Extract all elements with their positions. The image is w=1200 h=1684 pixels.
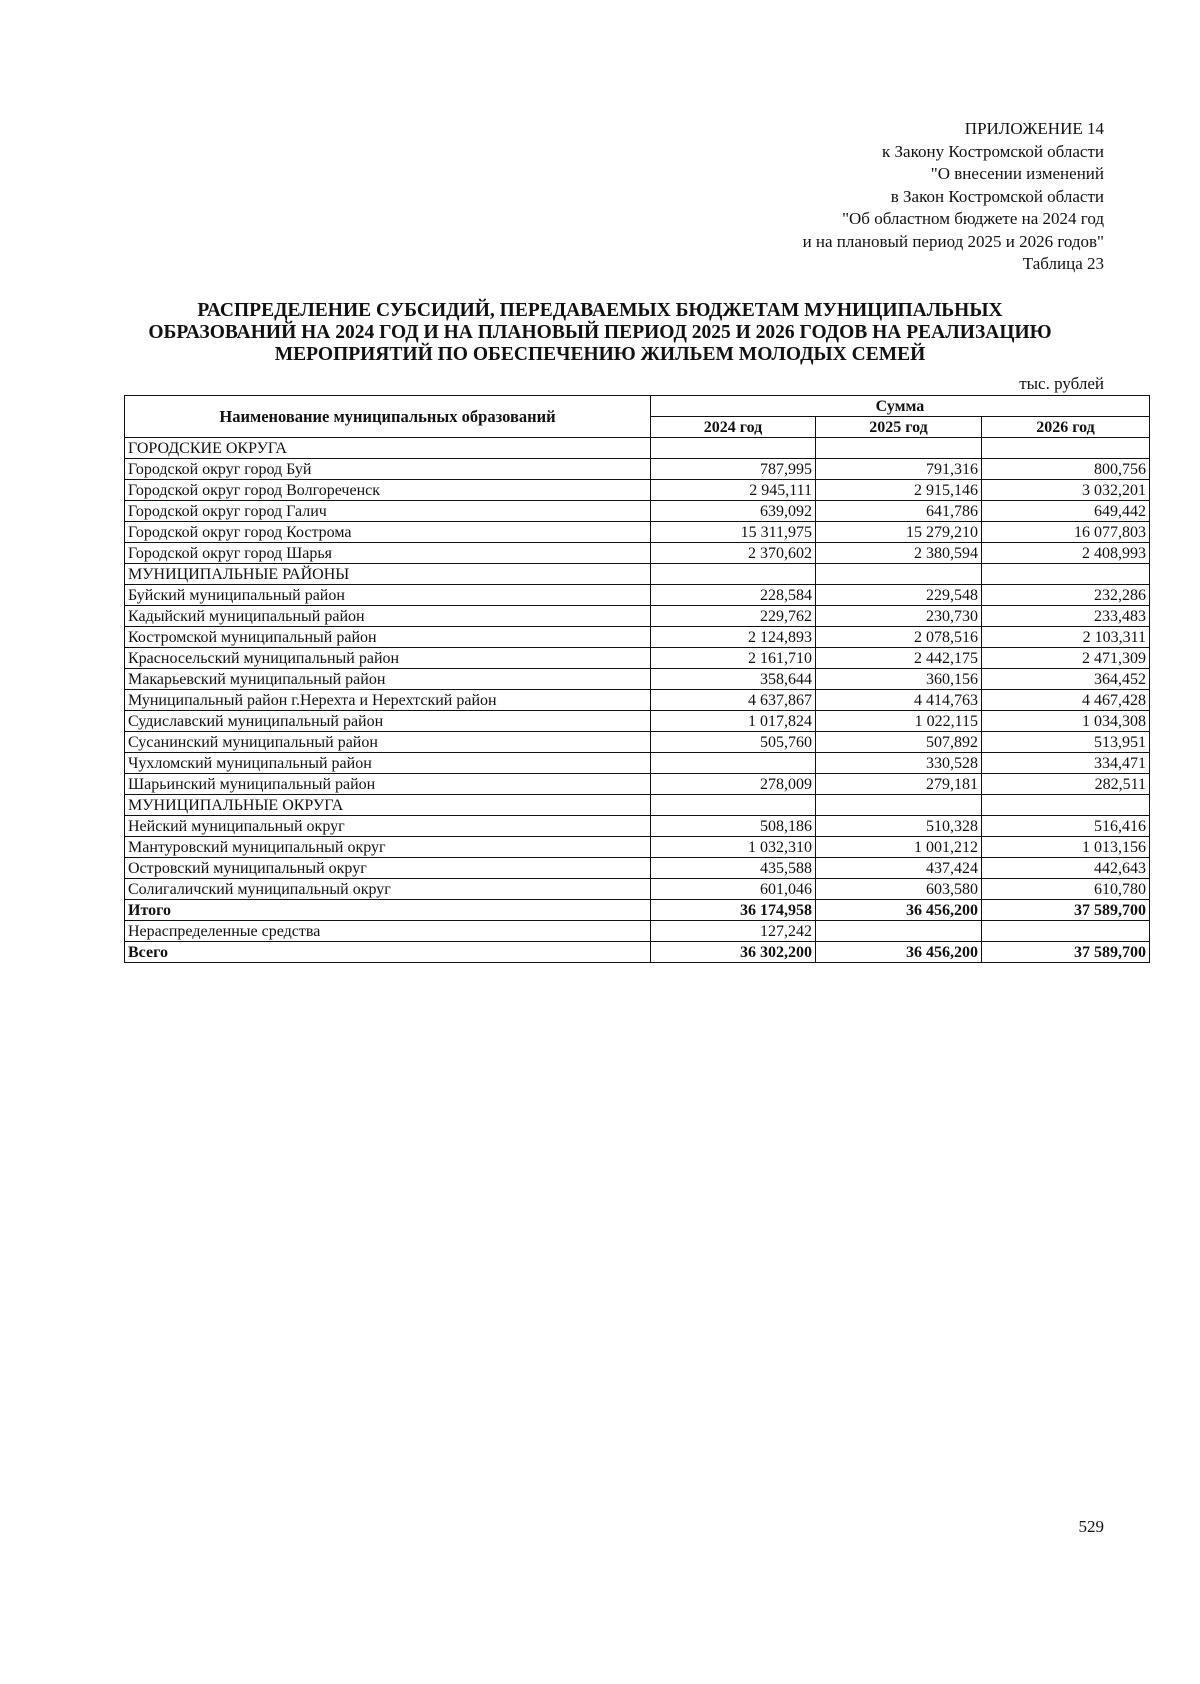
row-name: Итого bbox=[125, 900, 651, 921]
table-row bbox=[125, 858, 1150, 879]
table-row bbox=[125, 837, 1150, 858]
value-2024: 36 302,200 bbox=[651, 942, 816, 963]
value-2024 bbox=[651, 564, 816, 585]
value-2025 bbox=[816, 921, 982, 942]
value-2024: 358,644 bbox=[651, 669, 816, 690]
value-2026 bbox=[982, 564, 1150, 585]
appendix-line: в Закон Костромской области bbox=[890, 186, 1104, 206]
value-2026: 610,780 bbox=[982, 879, 1150, 900]
value-2025: 2 380,594 bbox=[816, 543, 982, 564]
table-row bbox=[125, 606, 1150, 627]
table-row bbox=[125, 732, 1150, 753]
value-2026 bbox=[982, 921, 1150, 942]
value-2024: 1 032,310 bbox=[651, 837, 816, 858]
row-name: ГОРОДСКИЕ ОКРУГА bbox=[125, 438, 651, 459]
value-2026: 516,416 bbox=[982, 816, 1150, 837]
header-year-2025: 2025 год bbox=[816, 417, 982, 438]
value-2026: 2 103,311 bbox=[982, 627, 1150, 648]
total-row bbox=[125, 942, 1150, 963]
section-row bbox=[125, 564, 1150, 585]
value-2026: 37 589,700 bbox=[982, 942, 1150, 963]
value-2026: 2 408,993 bbox=[982, 543, 1150, 564]
table-row bbox=[125, 501, 1150, 522]
value-2026: 16 077,803 bbox=[982, 522, 1150, 543]
value-2025: 791,316 bbox=[816, 459, 982, 480]
value-2026: 3 032,201 bbox=[982, 480, 1150, 501]
row-name: Городской округ город Волгореченск bbox=[125, 480, 651, 501]
value-2024: 127,242 bbox=[651, 921, 816, 942]
value-2024: 601,046 bbox=[651, 879, 816, 900]
value-2026: 233,483 bbox=[982, 606, 1150, 627]
appendix-header bbox=[604, 118, 1104, 276]
row-name: Чухломский муниципальный район bbox=[125, 753, 651, 774]
row-name: Солигаличский муниципальный округ bbox=[125, 879, 651, 900]
value-2026: 37 589,700 bbox=[982, 900, 1150, 921]
row-name: Островский муниципальный округ bbox=[125, 858, 651, 879]
row-name: Муниципальный район г.Нерехта и Нерехтский район bbox=[125, 690, 651, 711]
table-row bbox=[125, 774, 1150, 795]
value-2024 bbox=[651, 795, 816, 816]
value-2026: 334,471 bbox=[982, 753, 1150, 774]
row-name: Буйский муниципальный район bbox=[125, 585, 651, 606]
appendix-line: ПРИЛОЖЕНИЕ 14 bbox=[964, 119, 1104, 138]
value-2026: 442,643 bbox=[982, 858, 1150, 879]
value-2025: 641,786 bbox=[816, 501, 982, 522]
value-2025: 2 915,146 bbox=[816, 480, 982, 501]
row-name: Сусанинский муниципальный район bbox=[125, 732, 651, 753]
value-2025: 2 442,175 bbox=[816, 648, 982, 669]
appendix-line: к Закону Костромской области bbox=[882, 141, 1104, 161]
value-2025: 510,328 bbox=[816, 816, 982, 837]
row-name: Красносельский муниципальный район bbox=[125, 648, 651, 669]
value-2024: 435,588 bbox=[651, 858, 816, 879]
row-name: Нейский муниципальный округ bbox=[125, 816, 651, 837]
value-2026: 2 471,309 bbox=[982, 648, 1150, 669]
row-name: Нераспределенные средства bbox=[125, 921, 651, 942]
value-2025 bbox=[816, 795, 982, 816]
value-2025: 15 279,210 bbox=[816, 522, 982, 543]
value-2025: 330,528 bbox=[816, 753, 982, 774]
value-2024: 505,760 bbox=[651, 732, 816, 753]
value-2024: 2 161,710 bbox=[651, 648, 816, 669]
value-2026 bbox=[982, 438, 1150, 459]
section-row bbox=[125, 438, 1150, 459]
value-2025: 229,548 bbox=[816, 585, 982, 606]
value-2026: 282,511 bbox=[982, 774, 1150, 795]
value-2025: 2 078,516 bbox=[816, 627, 982, 648]
value-2024: 508,186 bbox=[651, 816, 816, 837]
value-2025: 1 001,212 bbox=[816, 837, 982, 858]
value-2026: 1 013,156 bbox=[982, 837, 1150, 858]
table-row bbox=[125, 921, 1150, 942]
table-row bbox=[125, 816, 1150, 837]
title-line: РАСПРЕДЕЛЕНИЕ СУБСИДИЙ, ПЕРЕДАВАЕМЫХ БЮДЖЕТАМ МУНИЦИПАЛЬНЫХ bbox=[197, 300, 1003, 321]
value-2024: 787,995 bbox=[651, 459, 816, 480]
table-number: Таблица 23 bbox=[1022, 254, 1104, 273]
value-2026: 649,442 bbox=[982, 501, 1150, 522]
value-2024: 4 637,867 bbox=[651, 690, 816, 711]
header-year-2024: 2024 год bbox=[651, 417, 816, 438]
value-2025 bbox=[816, 564, 982, 585]
value-2025: 360,156 bbox=[816, 669, 982, 690]
row-name: Костромской муниципальный район bbox=[125, 627, 651, 648]
value-2024 bbox=[651, 753, 816, 774]
row-name: МУНИЦИПАЛЬНЫЕ ОКРУГА bbox=[125, 795, 651, 816]
value-2025: 507,892 bbox=[816, 732, 982, 753]
value-2026: 232,286 bbox=[982, 585, 1150, 606]
value-2024: 15 311,975 bbox=[651, 522, 816, 543]
table-row bbox=[125, 669, 1150, 690]
row-name: Городской округ город Буй bbox=[125, 459, 651, 480]
value-2024: 36 174,958 bbox=[651, 900, 816, 921]
row-name: Кадыйский муниципальный район bbox=[125, 606, 651, 627]
table-row bbox=[125, 753, 1150, 774]
value-2025: 437,424 bbox=[816, 858, 982, 879]
table-row bbox=[125, 690, 1150, 711]
value-2024: 639,092 bbox=[651, 501, 816, 522]
value-2026: 1 034,308 bbox=[982, 711, 1150, 732]
table-row bbox=[125, 543, 1150, 564]
value-2024: 2 945,111 bbox=[651, 480, 816, 501]
table-row bbox=[125, 585, 1150, 606]
value-2025: 36 456,200 bbox=[816, 942, 982, 963]
table-row bbox=[125, 879, 1150, 900]
value-2024: 2 124,893 bbox=[651, 627, 816, 648]
table-row bbox=[125, 711, 1150, 732]
value-2024: 278,009 bbox=[651, 774, 816, 795]
table-row bbox=[125, 522, 1150, 543]
value-2026: 800,756 bbox=[982, 459, 1150, 480]
value-2024: 229,762 bbox=[651, 606, 816, 627]
value-2025: 1 022,115 bbox=[816, 711, 982, 732]
value-2024: 2 370,602 bbox=[651, 543, 816, 564]
header-sum: Сумма bbox=[651, 396, 1150, 417]
value-2024: 228,584 bbox=[651, 585, 816, 606]
table-row bbox=[125, 459, 1150, 480]
title-line: МЕРОПРИЯТИЙ ПО ОБЕСПЕЧЕНИЮ ЖИЛЬЕМ МОЛОДЫХ СЕМЕЙ bbox=[274, 344, 926, 365]
value-2025 bbox=[816, 438, 982, 459]
row-name: Городской округ город Шарья bbox=[125, 543, 651, 564]
value-2026 bbox=[982, 795, 1150, 816]
table-row bbox=[125, 480, 1150, 501]
units-label: тыс. рублей bbox=[1019, 374, 1104, 393]
value-2024: 1 017,824 bbox=[651, 711, 816, 732]
row-name: Мантуровский муниципальный округ bbox=[125, 837, 651, 858]
value-2026: 364,452 bbox=[982, 669, 1150, 690]
row-name: Всего bbox=[125, 942, 651, 963]
appendix-line: "Об областном бюджете на 2024 год bbox=[842, 209, 1104, 228]
total-row bbox=[125, 900, 1150, 921]
table-body bbox=[125, 438, 1150, 963]
value-2025: 279,181 bbox=[816, 774, 982, 795]
row-name: МУНИЦИПАЛЬНЫЕ РАЙОНЫ bbox=[125, 564, 651, 585]
header-name: Наименование муниципальных образований bbox=[125, 396, 651, 438]
header-year-2026: 2026 год bbox=[982, 417, 1150, 438]
section-row bbox=[125, 795, 1150, 816]
value-2024 bbox=[651, 438, 816, 459]
appendix-line: "О внесении изменений bbox=[930, 164, 1104, 183]
title-line: ОБРАЗОВАНИЙ НА 2024 ГОД И НА ПЛАНОВЫЙ ПЕРИОД 2025 И 2026 ГОДОВ НА РЕАЛИЗАЦИЮ bbox=[148, 322, 1052, 343]
subsidy-table bbox=[124, 395, 1150, 963]
row-name: Городской округ город Кострома bbox=[125, 522, 651, 543]
value-2025: 603,580 bbox=[816, 879, 982, 900]
value-2025: 36 456,200 bbox=[816, 900, 982, 921]
document-title bbox=[130, 300, 1070, 366]
value-2025: 230,730 bbox=[816, 606, 982, 627]
row-name: Городской округ город Галич bbox=[125, 501, 651, 522]
page-number: 529 bbox=[1078, 1517, 1104, 1536]
value-2025: 4 414,763 bbox=[816, 690, 982, 711]
row-name: Макарьевский муниципальный район bbox=[125, 669, 651, 690]
appendix-line: и на плановый период 2025 и 2026 годов" bbox=[802, 231, 1104, 251]
table-row bbox=[125, 627, 1150, 648]
row-name: Судиславский муниципальный район bbox=[125, 711, 651, 732]
table-row bbox=[125, 648, 1150, 669]
row-name: Шарьинский муниципальный район bbox=[125, 774, 651, 795]
value-2026: 513,951 bbox=[982, 732, 1150, 753]
value-2026: 4 467,428 bbox=[982, 690, 1150, 711]
